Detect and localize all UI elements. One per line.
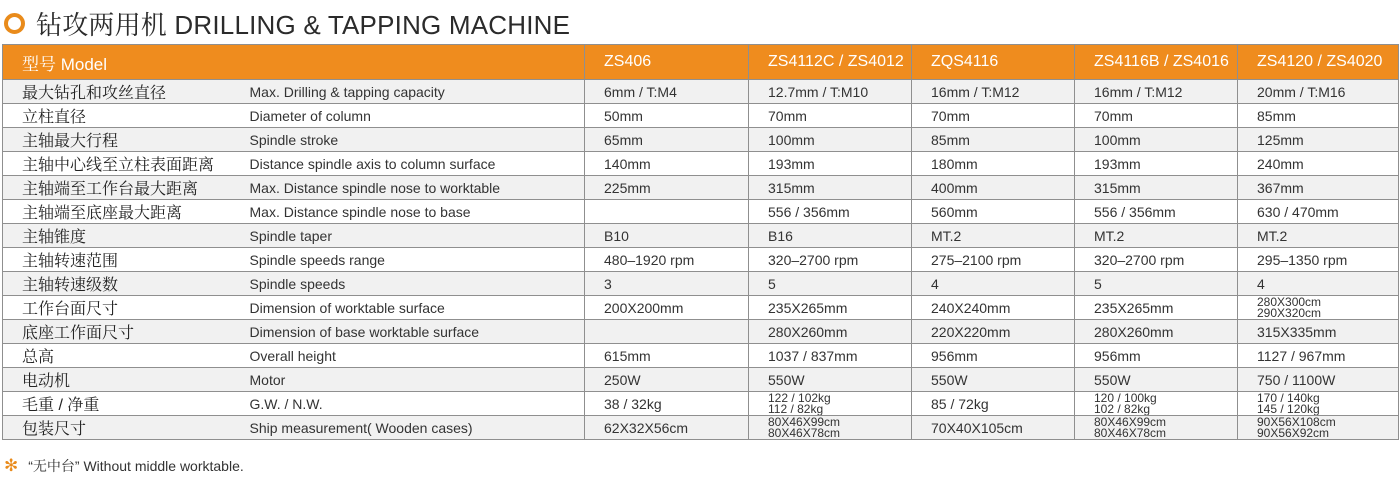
spec-value: 550W <box>931 371 968 388</box>
spec-value: 320–2700 rpm <box>1094 251 1185 268</box>
spec-value: 16mm / T:M12 <box>1094 83 1183 100</box>
spec-value-cell <box>1238 128 1399 152</box>
spec-value-cell <box>1238 200 1399 224</box>
spec-value-cell <box>585 368 749 392</box>
spec-value-cell <box>749 296 912 320</box>
spec-value: 315X335mm <box>1257 323 1337 340</box>
spec-value: 102 / 82kg <box>1094 401 1151 416</box>
spec-value-cell <box>1238 80 1399 104</box>
spec-value-cell <box>585 80 749 104</box>
spec-value: 85 / 72kg <box>931 395 989 412</box>
spec-value-cell <box>1238 152 1399 176</box>
table-row <box>3 368 1399 392</box>
spec-value-cell <box>585 104 749 128</box>
spec-label-cn: 主轴中心线至立柱表面距离 <box>3 152 250 176</box>
table-row <box>3 296 1399 320</box>
spec-value-cell <box>585 416 749 440</box>
model-column-header: ZS4120 / ZS4020 <box>1238 45 1399 80</box>
spec-value-cell <box>749 104 912 128</box>
spec-label-en: Dimension of base worktable surface <box>250 320 585 344</box>
spec-value-cell <box>1238 368 1399 392</box>
spec-value: 122 / 102kg <box>768 391 831 405</box>
spec-value: 240X240mm <box>931 299 1011 316</box>
spec-value-cell <box>912 80 1075 104</box>
spec-value: B16 <box>768 227 793 244</box>
footnote <box>4 456 244 476</box>
table-row <box>3 392 1399 416</box>
spec-value: 145 / 120kg <box>1257 401 1320 416</box>
spec-value-cell <box>1075 320 1238 344</box>
spec-value-cell <box>912 104 1075 128</box>
spec-value: 315mm <box>1094 179 1141 196</box>
spec-value-cell <box>749 176 912 200</box>
spec-value-cell <box>749 248 912 272</box>
table-row <box>3 200 1399 224</box>
spec-value: 275–2100 rpm <box>931 251 1022 268</box>
spec-value: 1037 / 837mm <box>768 347 858 364</box>
spec-value: 120 / 100kg <box>1094 391 1157 405</box>
spec-label-en: Spindle speeds <box>250 272 585 296</box>
spec-value-cell <box>1075 224 1238 248</box>
spec-label-en: Spindle speeds range <box>250 248 585 272</box>
spec-label-en: G.W. / N.W. <box>250 392 585 416</box>
spec-value: 615mm <box>604 347 651 364</box>
spec-label-en: Distance spindle axis to column surface <box>250 152 585 176</box>
spec-value: 6mm / T:M4 <box>604 83 677 100</box>
spec-value-cell <box>1238 296 1399 320</box>
table-row <box>3 128 1399 152</box>
spec-value: 480–1920 rpm <box>604 251 695 268</box>
spec-value-cell <box>749 392 912 416</box>
spec-value-cell <box>585 248 749 272</box>
spec-value: 320–2700 rpm <box>768 251 859 268</box>
spec-label-cn: 包装尺寸 <box>3 416 250 440</box>
spec-value-cell <box>912 224 1075 248</box>
spec-value-cell <box>749 128 912 152</box>
spec-value: MT.2 <box>931 227 962 244</box>
spec-value-cell <box>1238 320 1399 344</box>
spec-value-cell <box>749 320 912 344</box>
spec-value-cell <box>585 272 749 296</box>
spec-label-en: Ship measurement( Wooden cases) <box>250 416 585 440</box>
spec-value-cell <box>1075 392 1238 416</box>
spec-value-cell <box>1238 248 1399 272</box>
spec-value: 125mm <box>1257 131 1304 148</box>
spec-value: 235X265mm <box>1094 299 1174 316</box>
spec-label-cn: 主轴端至工作台最大距离 <box>3 176 250 200</box>
spec-value-cell <box>585 176 749 200</box>
spec-value-cell <box>1238 176 1399 200</box>
spec-value-cell <box>585 128 749 152</box>
spec-value: 295–1350 rpm <box>1257 251 1348 268</box>
spec-value-cell <box>1075 176 1238 200</box>
spec-label-cn: 底座工作面尺寸 <box>3 320 250 344</box>
spec-value: 90X56X92cm <box>1257 425 1330 440</box>
spec-label-en: Dimension of worktable surface <box>250 296 585 320</box>
spec-value: 80X46X99cm <box>1094 415 1167 429</box>
spec-table <box>2 44 1399 440</box>
spec-value-cell <box>749 224 912 248</box>
spec-value: 225mm <box>604 179 651 196</box>
model-column-header: ZS4116B / ZS4016 <box>1075 45 1238 80</box>
table-row <box>3 80 1399 104</box>
spec-value: 100mm <box>1094 131 1141 148</box>
spec-value: 240mm <box>1257 155 1304 172</box>
spec-value: 280X260mm <box>768 323 848 340</box>
spec-label-cn: 主轴转速级数 <box>3 272 250 296</box>
spec-label-en: Max. Distance spindle nose to base <box>250 200 585 224</box>
table-row <box>3 320 1399 344</box>
spec-value: 80X46X78cm <box>1094 425 1167 440</box>
spec-value-cell <box>585 296 749 320</box>
spec-value: 550W <box>768 371 805 388</box>
table-row <box>3 344 1399 368</box>
spec-value-cell <box>1238 344 1399 368</box>
spec-value: 85mm <box>931 131 970 148</box>
spec-value-cell <box>585 224 749 248</box>
spec-value-cell <box>912 320 1075 344</box>
spec-label-cn: 总高 <box>3 344 250 368</box>
spec-value: 65mm <box>604 131 643 148</box>
spec-value: 70X40X105cm <box>931 419 1023 436</box>
table-row <box>3 176 1399 200</box>
spec-value: 70mm <box>1094 107 1133 124</box>
spec-value: 4 <box>931 275 939 292</box>
spec-value-cell <box>912 392 1075 416</box>
spec-value: MT.2 <box>1257 227 1288 244</box>
spec-value-cell <box>912 296 1075 320</box>
spec-label-en: Max. Drilling & tapping capacity <box>250 80 585 104</box>
spec-value-cell <box>912 176 1075 200</box>
model-column-header: ZS4112C / ZS4012 <box>749 45 912 80</box>
spec-value: 280X260mm <box>1094 323 1174 340</box>
table-row <box>3 104 1399 128</box>
spec-label-cn: 主轴端至底座最大距离 <box>3 200 250 224</box>
spec-label-en: Max. Distance spindle nose to worktable <box>250 176 585 200</box>
spec-label-en: Spindle stroke <box>250 128 585 152</box>
table-row <box>3 248 1399 272</box>
spec-table-body <box>3 80 1399 440</box>
table-row <box>3 224 1399 248</box>
spec-label-cn: 工作台面尺寸 <box>3 296 250 320</box>
spec-value: 220X220mm <box>931 323 1011 340</box>
page-title: 钻攻两用机 DRILLING & TAPPING MACHINE <box>36 9 571 40</box>
spec-value-cell <box>1075 416 1238 440</box>
spec-value-cell <box>749 152 912 176</box>
spec-value-cell <box>912 128 1075 152</box>
spec-value: 556 / 356mm <box>1094 203 1176 220</box>
spec-value: 70mm <box>931 107 970 124</box>
spec-value-cell <box>749 80 912 104</box>
spec-value-cell <box>912 416 1075 440</box>
spec-value-cell <box>1075 368 1238 392</box>
spec-value: 280X300cm <box>1257 295 1322 309</box>
spec-value-cell <box>749 416 912 440</box>
spec-value: 100mm <box>768 131 815 148</box>
model-column-header: ZQS4116 <box>912 45 1075 80</box>
table-row <box>3 272 1399 296</box>
spec-value-cell <box>912 248 1075 272</box>
spec-value: 250W <box>604 371 641 388</box>
spec-value-cell <box>749 344 912 368</box>
spec-value: 560mm <box>931 203 978 220</box>
spec-value-cell <box>1238 224 1399 248</box>
spec-value-cell <box>1075 248 1238 272</box>
spec-value-cell <box>1075 272 1238 296</box>
spec-value: 38 / 32kg <box>604 395 662 412</box>
asterisk-icon: ✻ <box>4 456 19 475</box>
spec-value-cell <box>912 200 1075 224</box>
spec-value: 550W <box>1094 371 1131 388</box>
spec-value: 170 / 140kg <box>1257 391 1320 405</box>
spec-label-cn: 电动机 <box>3 368 250 392</box>
footnote-text: “无中台” Without middle worktable. <box>28 458 244 474</box>
spec-label-en: Diameter of column <box>250 104 585 128</box>
spec-value: 556 / 356mm <box>768 203 850 220</box>
spec-value: 4 <box>1257 275 1265 292</box>
spec-value: 193mm <box>1094 155 1141 172</box>
spec-value: 5 <box>1094 275 1102 292</box>
spec-value: 315mm <box>768 179 815 196</box>
spec-value: 112 / 82kg <box>768 401 824 416</box>
spec-value-cell <box>1075 104 1238 128</box>
spec-value: 367mm <box>1257 179 1304 196</box>
table-row <box>3 416 1399 440</box>
title-bar <box>4 6 570 40</box>
table-row <box>3 152 1399 176</box>
spec-value: 5 <box>768 275 776 292</box>
spec-label-cn: 毛重 / 净重 <box>3 392 250 416</box>
model-header: 型号 Model <box>3 45 585 80</box>
spec-value-cell <box>1238 416 1399 440</box>
spec-value-cell <box>1238 104 1399 128</box>
spec-label-en: Motor <box>250 368 585 392</box>
spec-value-cell <box>585 392 749 416</box>
spec-value-cell <box>585 152 749 176</box>
spec-value: 3 <box>604 275 612 292</box>
circle-bullet-icon <box>4 13 25 34</box>
spec-value-cell <box>1075 296 1238 320</box>
spec-value: 956mm <box>1094 347 1141 364</box>
spec-value: 180mm <box>931 155 978 172</box>
spec-value-cell <box>1075 200 1238 224</box>
spec-label-cn: 立柱直径 <box>3 104 250 128</box>
spec-value: 1127 / 967mm <box>1257 347 1346 364</box>
spec-value-cell <box>912 368 1075 392</box>
spec-value-cell <box>912 152 1075 176</box>
spec-value: 12.7mm / T:M10 <box>768 83 869 100</box>
spec-value-cell <box>585 320 749 344</box>
spec-value: 80X46X78cm <box>768 425 841 440</box>
spec-label-en: Spindle taper <box>250 224 585 248</box>
spec-value-cell <box>1075 128 1238 152</box>
spec-label-cn: 主轴最大行程 <box>3 128 250 152</box>
spec-value-cell <box>1238 272 1399 296</box>
spec-value: MT.2 <box>1094 227 1125 244</box>
spec-value: 70mm <box>768 107 807 124</box>
table-header-row <box>3 45 1399 80</box>
spec-label-cn: 主轴转速范围 <box>3 248 250 272</box>
spec-value: 235X265mm <box>768 299 848 316</box>
spec-value-cell <box>749 272 912 296</box>
spec-value: 290X320cm <box>1257 305 1322 320</box>
spec-value: 85mm <box>1257 107 1296 124</box>
spec-value: 62X32X56cm <box>604 419 689 436</box>
spec-value: 80X46X99cm <box>768 415 841 429</box>
spec-value: 193mm <box>768 155 815 172</box>
spec-value-cell <box>585 344 749 368</box>
spec-value: 630 / 470mm <box>1257 203 1339 220</box>
spec-value-cell <box>1075 80 1238 104</box>
spec-value: 400mm <box>931 179 978 196</box>
spec-value: 956mm <box>931 347 978 364</box>
spec-label-cn: 主轴锥度 <box>3 224 250 248</box>
spec-value-cell <box>1075 344 1238 368</box>
spec-value: 140mm <box>604 155 651 172</box>
spec-value: 50mm <box>604 107 643 124</box>
spec-value: B10 <box>604 227 629 244</box>
spec-value: 16mm / T:M12 <box>931 83 1020 100</box>
spec-value-cell <box>912 272 1075 296</box>
spec-value-cell <box>585 200 749 224</box>
spec-value-cell <box>749 368 912 392</box>
spec-value-cell <box>1075 152 1238 176</box>
model-column-header: ZS406 <box>585 45 749 80</box>
spec-value-cell <box>912 344 1075 368</box>
spec-value: 750 / 1100W <box>1257 371 1336 388</box>
spec-value: 20mm / T:M16 <box>1257 83 1346 100</box>
spec-value: 200X200mm <box>604 299 684 316</box>
spec-value-cell <box>1238 392 1399 416</box>
spec-label-cn: 最大钻孔和攻丝直径 <box>3 80 250 104</box>
spec-label-en: Overall height <box>250 344 585 368</box>
spec-value: 90X56X108cm <box>1257 415 1336 429</box>
spec-value-cell <box>749 200 912 224</box>
